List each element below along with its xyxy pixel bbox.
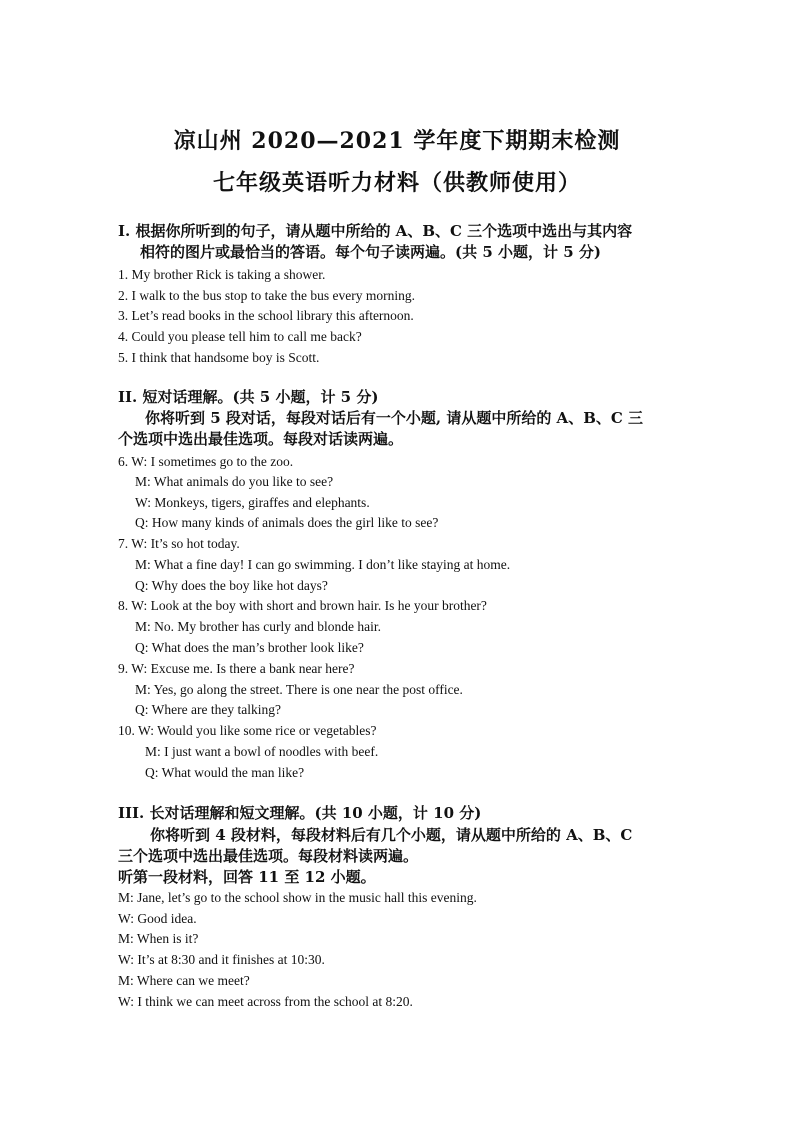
dialogue-line: 6. W: I sometimes go to the zoo. [118,454,294,469]
dialogue-line: M: I just want a bowl of noodles with beef. [145,744,379,759]
dialogue-line: 7. W: It’s so hot today. [118,536,240,551]
section3-instruction: 你将听到 4 段材料，每段材料后有几个小题，请从题中所给的 A、B、C [150,826,633,844]
list-item: 1. My brother Rick is taking a shower. [118,267,326,282]
dialogue-line: W: It’s at 8:30 and it finishes at 10:30. [118,952,325,967]
list-item: 3. Let’s read books in the school library this afternoon. [118,308,414,323]
dialogue-line: M: Yes, go along the street. There is one near the post office. [135,682,463,697]
section1-heading-cont: 相符的图片或最恰当的答语。每个句子读两遍。(共 5 小题，计 5 分) [140,243,601,261]
list-item: 5. I think that handsome boy is Scott. [118,350,320,365]
dialogue-line: Q: What would the man like? [145,765,305,780]
document-subtitle: 七年级英语听力材料（供教师使用） [212,170,581,196]
list-item: 2. I walk to the bus stop to take the bus every morning. [118,288,415,303]
dialogue-line: M: Where can we meet? [118,973,250,988]
section2-instruction: 你将听到 5 段对话，每段对话后有一个小题, 请从题中所给的 A、B、C 三 [145,409,644,427]
dialogue-line: M: No. My brother has curly and blonde hair. [135,619,381,634]
dialogue-line: 10. W: Would you like some rice or vegetables? [118,723,377,738]
dialogue-line: Q: What does the man’s brother look like? [135,640,364,655]
section1-heading: I. 根据你所听到的句子，请从题中所给的 A、B、C 三个选项中选出与其内容 [118,222,633,240]
dialogue-line: M: What a fine day! I can go swimming. I don’t like staying at home. [135,557,511,572]
dialogue-line: M: What animals do you like to see? [135,474,334,489]
dialogue-line: M: When is it? [118,931,199,946]
section2-heading: II. 短对话理解。(共 5 小题，计 5 分) [118,388,379,406]
section3-instruction-cont: 三个选项中选出最佳选项。每段材料读两遍。 [118,847,419,865]
section3-sub-heading: 听第一段材料，回答 11 至 12 小题。 [118,868,376,886]
dialogue-line: Q: How many kinds of animals does the girl like to see? [135,515,439,530]
dialogue-line: Q: Where are they talking? [135,702,281,717]
dialogue-line: W: Good idea. [118,911,197,926]
dialogue-line: Q: Why does the boy like hot days? [135,578,328,593]
dialogue-line: M: Jane, let’s go to the school show in the music hall this evening. [118,890,477,905]
list-item: 4. Could you please tell him to call me back? [118,329,362,344]
document-title: 凉山州 2020—2021 学年度下期期末检测 [173,128,621,154]
dialogue-line: W: Monkeys, tigers, giraffes and elephants. [135,495,370,510]
dialogue-line: W: I think we can meet across from the school at 8:20. [118,994,413,1009]
dialogue-line: 9. W: Excuse me. Is there a bank near here? [118,661,355,676]
dialogue-line: 8. W: Look at the boy with short and brown hair. Is he your brother? [118,598,487,613]
section2-instruction-cont: 个选项中选出最佳选项。每段对话读两遍。 [118,430,404,448]
section3-heading: III. 长对话理解和短文理解。(共 10 小题，计 10 分) [118,804,482,822]
